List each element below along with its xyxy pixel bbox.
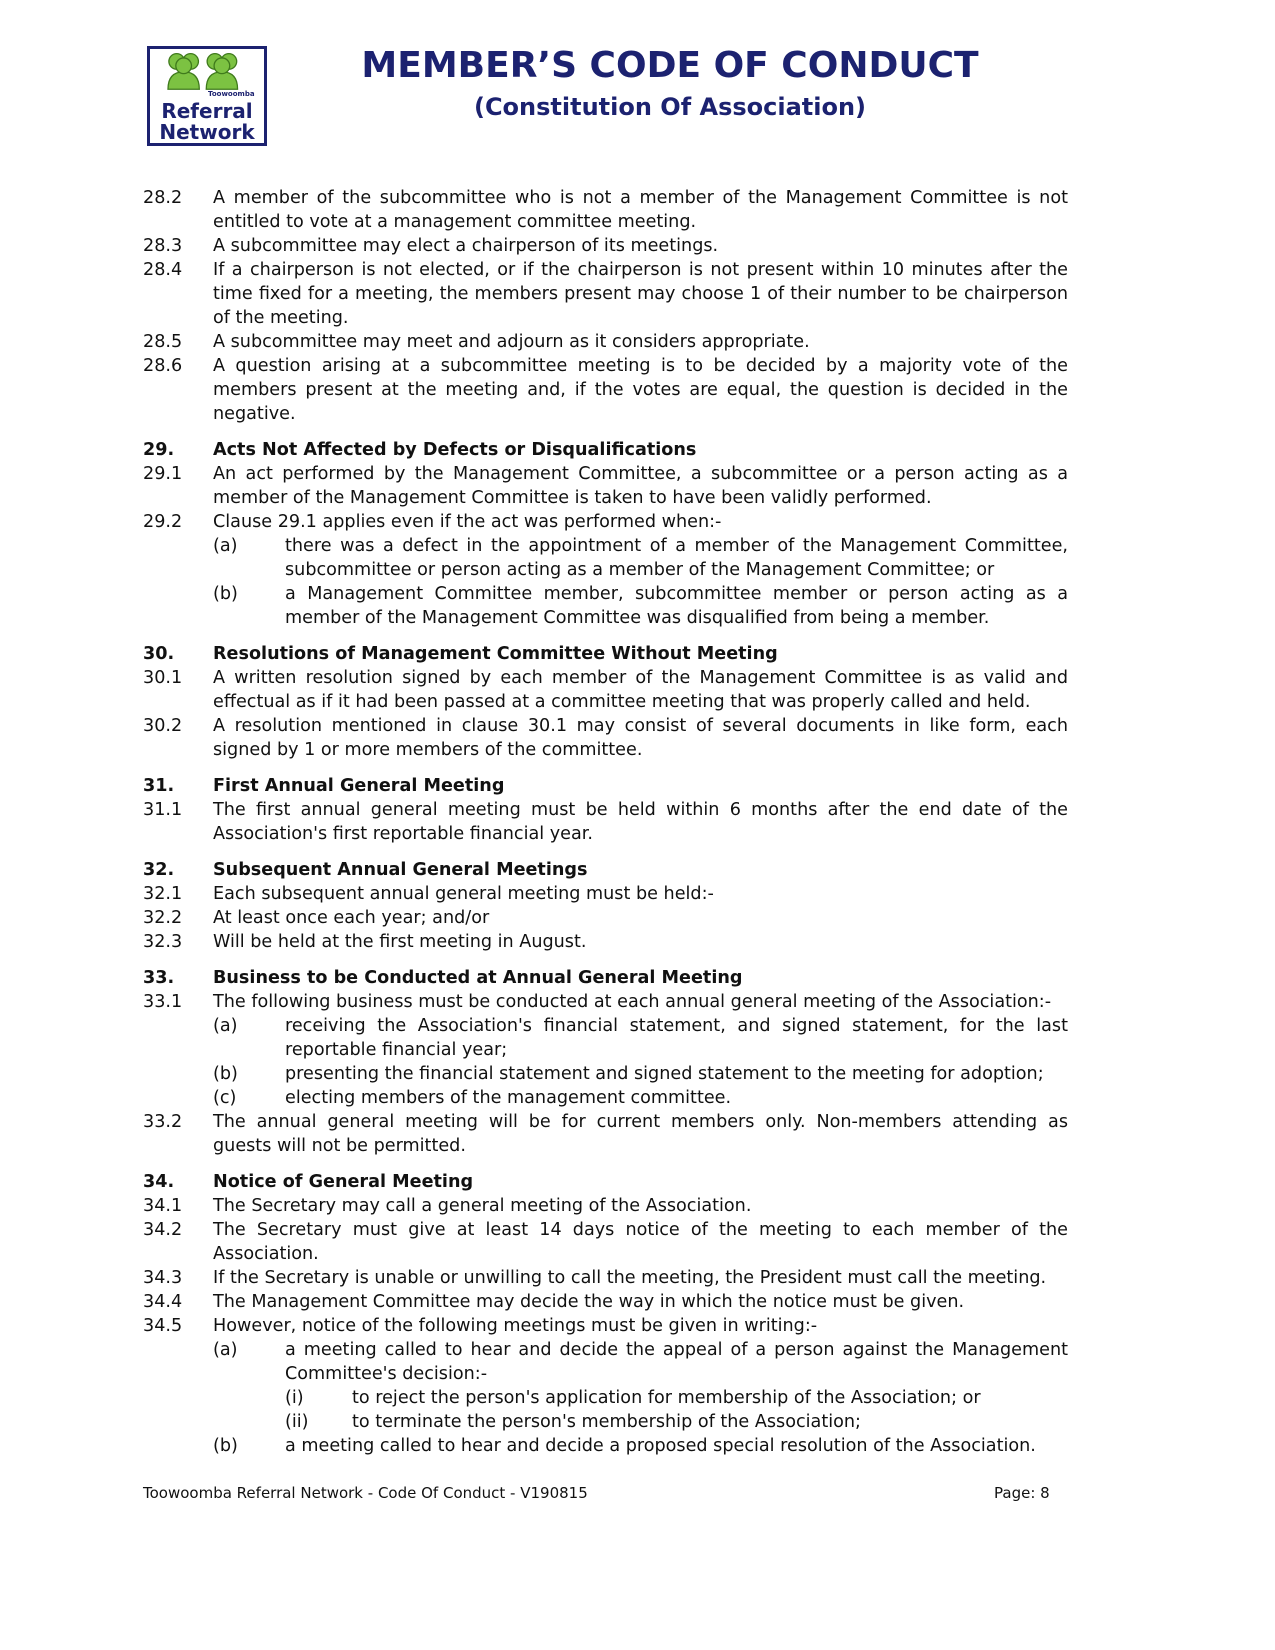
- clause-item: [143, 1266, 1068, 1290]
- subclause-text: a Management Committee member, subcommittee member or person acting as a member of the Management Committee was disqualified from being a member.: [285, 584, 1068, 628]
- subclause-text: presenting the financial statement and signed statement to the meeting for adoption;: [285, 1064, 1044, 1084]
- clause-item: [143, 990, 1068, 1014]
- clause-section: [143, 186, 1068, 426]
- roman-item: [285, 1386, 1068, 1410]
- section-number: 34.: [143, 1172, 175, 1192]
- subclause-item: [213, 1434, 1068, 1458]
- page-subtitle: (Constitution Of Association): [473, 93, 867, 121]
- section-number: 31.: [143, 776, 175, 796]
- subclause-text: receiving the Association's financial statement, and signed statement, for the last reportable financial year;: [285, 1016, 1068, 1060]
- clause-number: 32.3: [143, 932, 183, 952]
- clause-item: [143, 258, 1068, 330]
- section-heading-row: [143, 1170, 1068, 1194]
- clause-number: 30.1: [143, 668, 183, 688]
- section-heading-row: [143, 642, 1068, 666]
- clause-number: 30.2: [143, 716, 183, 736]
- section-heading: Notice of General Meeting: [213, 1172, 474, 1192]
- clause-text: A question arising at a subcommittee meeting is to be decided by a majority vote of the members present at the meeting and, if the votes are equal, the question is decided in the negative.: [213, 356, 1068, 424]
- clause-item: [143, 186, 1068, 234]
- subclause-item: [213, 1086, 1068, 1110]
- roman-label: (i): [285, 1388, 304, 1408]
- subclause-label: (a): [213, 1340, 238, 1360]
- clause-item: [143, 234, 1068, 258]
- clause-section: [143, 774, 1068, 846]
- clause-item: [143, 510, 1068, 534]
- subclause-label: (b): [213, 584, 238, 604]
- clause-text: If a chairperson is not elected, or if the chairperson is not present within 10 minutes after the time fixed for a meeting, the members present may choose 1 of their number to be chairperson of the meeting.: [213, 260, 1068, 328]
- clause-number: 28.3: [143, 236, 183, 256]
- section-number: 30.: [143, 644, 175, 664]
- clause-text: An act performed by the Management Committee, a subcommittee or a person acting as a member of the Management Committee is taken to have been validly performed.: [213, 464, 1068, 508]
- subclause-text: there was a defect in the appointment of a member of the Management Committee, subcommittee or person acting as a member of the Management Committee; or: [285, 536, 1068, 580]
- clause-text: Each subsequent annual general meeting must be held:-: [213, 884, 714, 904]
- clause-text: The following business must be conducted at each annual general meeting of the Association:-: [213, 992, 1052, 1012]
- roman-item: [285, 1410, 1068, 1434]
- subclause-text: a meeting called to hear and decide a proposed special resolution of the Association.: [285, 1436, 1036, 1456]
- clause-item: [143, 1290, 1068, 1314]
- clause-item: [143, 906, 1068, 930]
- document-body: [143, 186, 1068, 1458]
- clause-section: [143, 642, 1068, 762]
- subclause-label: (a): [213, 536, 238, 556]
- clause-number: 34.4: [143, 1292, 183, 1312]
- clause-number: 32.1: [143, 884, 183, 904]
- subclause-label: (c): [213, 1088, 237, 1108]
- clause-item: [143, 1194, 1068, 1218]
- logo-line-1: Referral: [161, 99, 253, 123]
- clause-number: 29.1: [143, 464, 183, 484]
- section-heading-row: [143, 774, 1068, 798]
- clause-text: A subcommittee may elect a chairperson of its meetings.: [213, 236, 719, 256]
- subclause-label: (b): [213, 1064, 238, 1084]
- clause-section: [143, 438, 1068, 630]
- clause-item: [143, 1314, 1068, 1338]
- clause-text: The Management Committee may decide the way in which the notice must be given.: [213, 1292, 965, 1312]
- clause-number: 29.2: [143, 512, 183, 532]
- clause-item: [143, 798, 1068, 846]
- clause-number: 28.6: [143, 356, 183, 376]
- clause-text: At least once each year; and/or: [213, 908, 490, 928]
- section-heading: Acts Not Affected by Defects or Disqualifications: [213, 440, 697, 460]
- clause-item: [143, 330, 1068, 354]
- clause-item: [143, 354, 1068, 426]
- clause-number: 33.2: [143, 1112, 183, 1132]
- clause-item: [143, 462, 1068, 510]
- clause-item: [143, 882, 1068, 906]
- section-heading: Business to be Conducted at Annual General Meeting: [213, 968, 743, 988]
- subclause-text: electing members of the management committee.: [285, 1088, 732, 1108]
- subclause-text: a meeting called to hear and decide the appeal of a person against the Management Committee's decision:-: [285, 1340, 1068, 1384]
- roman-text: to terminate the person's membership of the Association;: [352, 1412, 861, 1432]
- clause-number: 31.1: [143, 800, 183, 820]
- organization-logo: [147, 46, 267, 146]
- section-number: 29.: [143, 440, 175, 460]
- clause-item: [143, 930, 1068, 954]
- clause-text: However, notice of the following meetings must be given in writing:-: [213, 1316, 818, 1336]
- clause-number: 32.2: [143, 908, 183, 928]
- subclause-item: [213, 1062, 1068, 1086]
- section-heading-row: [143, 858, 1068, 882]
- section-number: 33.: [143, 968, 175, 988]
- section-heading: First Annual General Meeting: [213, 776, 505, 796]
- section-heading-row: [143, 966, 1068, 990]
- clause-text: The Secretary may call a general meeting of the Association.: [213, 1196, 752, 1216]
- clause-text: The annual general meeting will be for current members only. Non-members attending as guests will not be permitted.: [213, 1112, 1068, 1156]
- logo-small-text: Toowoomba: [208, 90, 255, 98]
- subclause-item: [213, 582, 1068, 630]
- subclause-label: (b): [213, 1436, 238, 1456]
- clause-text: A subcommittee may meet and adjourn as it considers appropriate.: [213, 332, 810, 352]
- footer-page-number: Page: 8: [994, 1484, 1050, 1502]
- footer-document-info: Toowoomba Referral Network - Code Of Conduct - V190815: [143, 1484, 588, 1502]
- clause-number: 33.1: [143, 992, 183, 1012]
- people-icon: [158, 51, 258, 91]
- clause-text: A written resolution signed by each member of the Management Committee is as valid and effectual as if it had been passed at a committee meeting that was properly called and held.: [213, 668, 1068, 712]
- clause-item: [143, 1110, 1068, 1158]
- clause-section: [143, 858, 1068, 954]
- clause-section: [143, 966, 1068, 1158]
- subclause-label: (a): [213, 1016, 238, 1036]
- clause-number: 34.3: [143, 1268, 183, 1288]
- clause-text: The Secretary must give at least 14 days notice of the meeting to each member of the Association.: [213, 1220, 1068, 1264]
- clause-item: [143, 714, 1068, 762]
- logo-line-2: Network: [159, 120, 255, 144]
- section-number: 32.: [143, 860, 175, 880]
- section-heading: Subsequent Annual General Meetings: [213, 860, 588, 880]
- roman-text: to reject the person's application for membership of the Association; or: [352, 1388, 981, 1408]
- roman-label: (ii): [285, 1412, 309, 1432]
- clause-item: [143, 666, 1068, 714]
- clause-text: A resolution mentioned in clause 30.1 may consist of several documents in like form, each signed by 1 or more members of the committee.: [213, 716, 1068, 760]
- clause-section: [143, 1170, 1068, 1458]
- clause-number: 28.4: [143, 260, 183, 280]
- section-heading-row: [143, 438, 1068, 462]
- clause-number: 34.2: [143, 1220, 183, 1240]
- clause-text: Clause 29.1 applies even if the act was performed when:-: [213, 512, 722, 532]
- clause-number: 34.1: [143, 1196, 183, 1216]
- page-title: MEMBER’S CODE OF CONDUCT: [361, 45, 979, 86]
- clause-number: 28.5: [143, 332, 183, 352]
- section-heading: Resolutions of Management Committee Without Meeting: [213, 644, 778, 664]
- clause-text: Will be held at the first meeting in August.: [213, 932, 587, 952]
- subclause-item: [213, 1338, 1068, 1386]
- clause-number: 28.2: [143, 188, 183, 208]
- subclause-item: [213, 534, 1068, 582]
- clause-number: 34.5: [143, 1316, 183, 1336]
- clause-text: The first annual general meeting must be held within 6 months after the end date of the Association's first reportable financial year.: [213, 800, 1068, 844]
- clause-item: [143, 1218, 1068, 1266]
- clause-text: If the Secretary is unable or unwilling to call the meeting, the President must call the meeting.: [213, 1268, 1047, 1288]
- clause-text: A member of the subcommittee who is not a member of the Management Committee is not entitled to vote at a management committee meeting.: [213, 188, 1068, 232]
- subclause-item: [213, 1014, 1068, 1062]
